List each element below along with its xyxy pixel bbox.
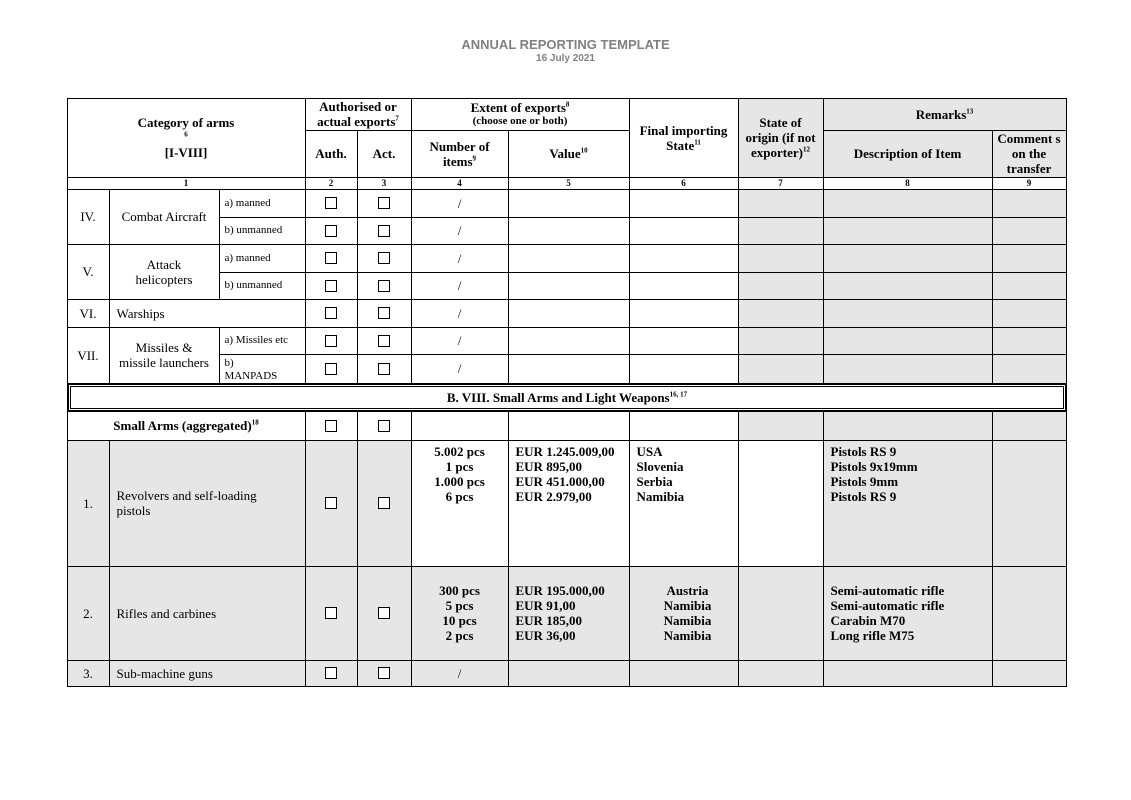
final-state-cell bbox=[629, 327, 739, 355]
auth-cell bbox=[305, 354, 358, 384]
value-cell bbox=[508, 411, 630, 441]
sa-row-name: Rifles and carbines bbox=[109, 566, 306, 661]
value-cell bbox=[508, 244, 630, 273]
comments-cell bbox=[992, 327, 1067, 355]
description-cell bbox=[823, 411, 993, 441]
category-name: Missiles & missile launchers bbox=[109, 327, 220, 384]
act-checkbox[interactable] bbox=[378, 252, 390, 264]
final-state-cell bbox=[629, 411, 739, 441]
column-number: 8 bbox=[823, 177, 993, 190]
auth-checkbox[interactable] bbox=[325, 335, 337, 347]
auth-checkbox[interactable] bbox=[325, 667, 337, 679]
export-value: EUR 1.245.009,00 bbox=[515, 443, 615, 459]
col-header-act: Act. bbox=[357, 130, 412, 178]
number-of-items-cell: / bbox=[411, 189, 509, 218]
value-cell bbox=[508, 189, 630, 218]
sa-row-number: 2. bbox=[67, 566, 110, 661]
item-count: 2 pcs bbox=[445, 628, 474, 644]
col-header-number-of-items: Number of items$^9$ bbox=[411, 130, 509, 178]
col-header-value: Value$^{10}$ bbox=[508, 130, 630, 178]
item-count: 5.002 pcs bbox=[434, 443, 485, 459]
comments-cell bbox=[992, 272, 1067, 300]
item-count: 1.000 pcs bbox=[434, 474, 485, 490]
sa-row-name: Revolvers and self-loading pistols bbox=[109, 440, 306, 567]
act-checkbox[interactable] bbox=[378, 497, 390, 509]
column-number: 7 bbox=[738, 177, 824, 190]
col-header-extent: Extent of exports$^8$ (choose one or both) bbox=[411, 98, 630, 131]
description-cell bbox=[823, 660, 993, 687]
auth-cell bbox=[305, 566, 358, 661]
item-description: Pistols RS 9 bbox=[830, 489, 897, 505]
number-of-items-cell: / bbox=[411, 354, 509, 384]
small-arms-aggregated-label: Small Arms (aggregated)$^{18}$ bbox=[67, 411, 306, 441]
value-cell bbox=[508, 566, 630, 661]
description-cell bbox=[823, 354, 993, 384]
auth-checkbox[interactable] bbox=[325, 363, 337, 375]
description-cell bbox=[823, 217, 993, 245]
col-header-state-of-origin: State of origin (if not exporter)$^{12}$ bbox=[738, 98, 824, 178]
auth-cell bbox=[305, 327, 358, 355]
value-cell bbox=[508, 660, 630, 687]
state-of-origin-cell bbox=[738, 354, 824, 384]
col-header-remarks: Remarks$^{13}$ bbox=[823, 98, 1067, 131]
number-of-items-cell bbox=[411, 566, 509, 661]
item-count: 6 pcs bbox=[445, 489, 474, 505]
importing-state: USA bbox=[636, 443, 663, 459]
auth-cell bbox=[305, 272, 358, 300]
auth-cell bbox=[305, 440, 358, 567]
auth-checkbox[interactable] bbox=[325, 280, 337, 292]
act-checkbox[interactable] bbox=[378, 607, 390, 619]
state-of-origin-cell bbox=[738, 327, 824, 355]
item-count: 1 pcs bbox=[445, 458, 474, 474]
category-roman: VII. bbox=[67, 327, 110, 384]
comments-cell bbox=[992, 411, 1067, 441]
column-number: 4 bbox=[411, 177, 509, 190]
importing-state: Namibia bbox=[663, 628, 712, 644]
description-cell bbox=[823, 244, 993, 273]
auth-checkbox[interactable] bbox=[325, 197, 337, 209]
comments-cell bbox=[992, 299, 1067, 328]
column-number: 6 bbox=[629, 177, 739, 190]
final-state-cell bbox=[629, 354, 739, 384]
auth-checkbox[interactable] bbox=[325, 307, 337, 319]
importing-state: Namibia bbox=[636, 489, 685, 505]
item-description: Semi-automatic rifle bbox=[830, 582, 945, 598]
state-of-origin-cell bbox=[738, 660, 824, 687]
document-title: ANNUAL REPORTING TEMPLATE bbox=[461, 37, 670, 52]
act-checkbox[interactable] bbox=[378, 225, 390, 237]
export-value: EUR 451.000,00 bbox=[515, 474, 605, 490]
subcategory-label: b) unmanned bbox=[219, 217, 306, 245]
act-checkbox[interactable] bbox=[378, 420, 390, 432]
export-value: EUR 195.000,00 bbox=[515, 582, 605, 598]
auth-cell bbox=[305, 189, 358, 218]
act-cell bbox=[357, 327, 412, 355]
category-roman: IV. bbox=[67, 189, 110, 245]
description-cell bbox=[823, 327, 993, 355]
sa-row-number: 3. bbox=[67, 660, 110, 687]
col-header-auth: Auth. bbox=[305, 130, 358, 178]
item-description: Pistols 9x19mm bbox=[830, 458, 918, 474]
sa-row-name: Sub-machine guns bbox=[109, 660, 306, 687]
item-count: 10 pcs bbox=[442, 613, 477, 629]
category-name: Combat Aircraft bbox=[109, 189, 220, 245]
comments-cell bbox=[992, 189, 1067, 218]
auth-checkbox[interactable] bbox=[325, 497, 337, 509]
act-cell bbox=[357, 299, 412, 328]
export-value: EUR 91,00 bbox=[515, 597, 576, 613]
description-cell bbox=[823, 189, 993, 218]
act-cell bbox=[357, 660, 412, 687]
act-cell bbox=[357, 272, 412, 300]
item-count: 300 pcs bbox=[439, 582, 480, 598]
category-name: Attack helicopters bbox=[109, 244, 220, 300]
act-checkbox[interactable] bbox=[378, 363, 390, 375]
state-of-origin-cell bbox=[738, 299, 824, 328]
auth-cell bbox=[305, 411, 358, 441]
number-of-items-cell: / bbox=[411, 660, 509, 687]
state-of-origin-cell bbox=[738, 244, 824, 273]
subcategory-label: a) Missiles etc bbox=[219, 327, 306, 355]
subcategory-label: b) unmanned bbox=[219, 272, 306, 300]
act-cell bbox=[357, 217, 412, 245]
auth-checkbox[interactable] bbox=[325, 420, 337, 432]
auth-cell bbox=[305, 217, 358, 245]
document-date: 16 July 2021 bbox=[536, 53, 595, 64]
state-of-origin-cell bbox=[738, 189, 824, 218]
importing-state: Namibia bbox=[663, 613, 712, 629]
item-description: Carabin M70 bbox=[830, 613, 906, 629]
item-description: Semi-automatic rifle bbox=[830, 597, 945, 613]
number-of-items-cell: / bbox=[411, 327, 509, 355]
number-of-items-cell: / bbox=[411, 244, 509, 273]
act-cell bbox=[357, 440, 412, 567]
final-state-cell bbox=[629, 217, 739, 245]
col-header-comments: Comment s on the transfer bbox=[992, 130, 1067, 178]
final-state-cell bbox=[629, 440, 739, 567]
export-value: EUR 36,00 bbox=[515, 628, 576, 644]
act-cell bbox=[357, 244, 412, 273]
export-value: EUR 895,00 bbox=[515, 458, 582, 474]
auth-checkbox[interactable] bbox=[325, 225, 337, 237]
export-value: EUR 2.979,00 bbox=[515, 489, 592, 505]
col-header-description: Description of Item bbox=[823, 130, 993, 178]
value-cell bbox=[508, 327, 630, 355]
act-checkbox[interactable] bbox=[378, 667, 390, 679]
number-of-items-cell: / bbox=[411, 217, 509, 245]
final-state-cell bbox=[629, 244, 739, 273]
subcategory-label: a) manned bbox=[219, 244, 306, 273]
item-description: Pistols 9mm bbox=[830, 474, 899, 490]
comments-cell bbox=[992, 244, 1067, 273]
item-count: 5 pcs bbox=[445, 597, 474, 613]
act-checkbox[interactable] bbox=[378, 280, 390, 292]
act-cell bbox=[357, 566, 412, 661]
category-name: Warships bbox=[109, 299, 306, 328]
auth-checkbox[interactable] bbox=[325, 252, 337, 264]
value-cell bbox=[508, 440, 630, 567]
description-cell bbox=[823, 566, 993, 661]
value-cell bbox=[508, 217, 630, 245]
subcategory-label: a) manned bbox=[219, 189, 306, 218]
auth-cell bbox=[305, 660, 358, 687]
act-checkbox[interactable] bbox=[378, 197, 390, 209]
final-state-cell bbox=[629, 566, 739, 661]
act-checkbox[interactable] bbox=[378, 335, 390, 347]
act-cell bbox=[357, 354, 412, 384]
comments-cell bbox=[992, 660, 1067, 687]
final-state-cell bbox=[629, 299, 739, 328]
state-of-origin-cell bbox=[738, 411, 824, 441]
column-number: 3 bbox=[357, 177, 412, 190]
state-of-origin-cell bbox=[738, 217, 824, 245]
act-cell bbox=[357, 189, 412, 218]
act-cell bbox=[357, 411, 412, 441]
column-number: 1 bbox=[67, 177, 306, 190]
number-of-items-cell bbox=[411, 411, 509, 441]
auth-cell bbox=[305, 299, 358, 328]
item-description: Pistols RS 9 bbox=[830, 443, 897, 459]
number-of-items-cell: / bbox=[411, 299, 509, 328]
final-state-cell bbox=[629, 272, 739, 300]
importing-state: Slovenia bbox=[636, 458, 684, 474]
importing-state: Serbia bbox=[636, 474, 673, 490]
description-cell bbox=[823, 272, 993, 300]
importing-state: Namibia bbox=[663, 597, 712, 613]
value-cell bbox=[508, 272, 630, 300]
sa-row-number: 1. bbox=[67, 440, 110, 567]
state-of-origin-cell bbox=[738, 440, 824, 567]
col-header-authorised: Authorised or actual exports$^7$ bbox=[305, 98, 412, 131]
export-value: EUR 185,00 bbox=[515, 613, 582, 629]
subcategory-label: b) MANPADS bbox=[219, 354, 306, 384]
value-cell bbox=[508, 299, 630, 328]
section-b-header: B. VIII. Small Arms and Light Weapons$^{16, 17}$ bbox=[67, 383, 1067, 412]
state-of-origin-cell bbox=[738, 566, 824, 661]
state-of-origin-cell bbox=[738, 272, 824, 300]
number-of-items-cell: / bbox=[411, 272, 509, 300]
item-description: Long rifle M75 bbox=[830, 628, 915, 644]
col-header-final-importing-state: Final importing State$^{11}$ bbox=[629, 98, 739, 178]
value-cell bbox=[508, 354, 630, 384]
col-header-category: Category of arms $^6$ [I-VIII] bbox=[67, 98, 306, 178]
comments-cell bbox=[992, 566, 1067, 661]
comments-cell bbox=[992, 440, 1067, 567]
description-cell bbox=[823, 299, 993, 328]
column-number: 2 bbox=[305, 177, 358, 190]
column-number: 5 bbox=[508, 177, 630, 190]
auth-checkbox[interactable] bbox=[325, 607, 337, 619]
final-state-cell bbox=[629, 189, 739, 218]
category-roman: VI. bbox=[67, 299, 110, 328]
column-number: 9 bbox=[992, 177, 1067, 190]
description-cell bbox=[823, 440, 993, 567]
number-of-items-cell bbox=[411, 440, 509, 567]
category-roman: V. bbox=[67, 244, 110, 300]
auth-cell bbox=[305, 244, 358, 273]
comments-cell bbox=[992, 354, 1067, 384]
importing-state: Austria bbox=[666, 582, 709, 598]
final-state-cell bbox=[629, 660, 739, 687]
comments-cell bbox=[992, 217, 1067, 245]
act-checkbox[interactable] bbox=[378, 307, 390, 319]
